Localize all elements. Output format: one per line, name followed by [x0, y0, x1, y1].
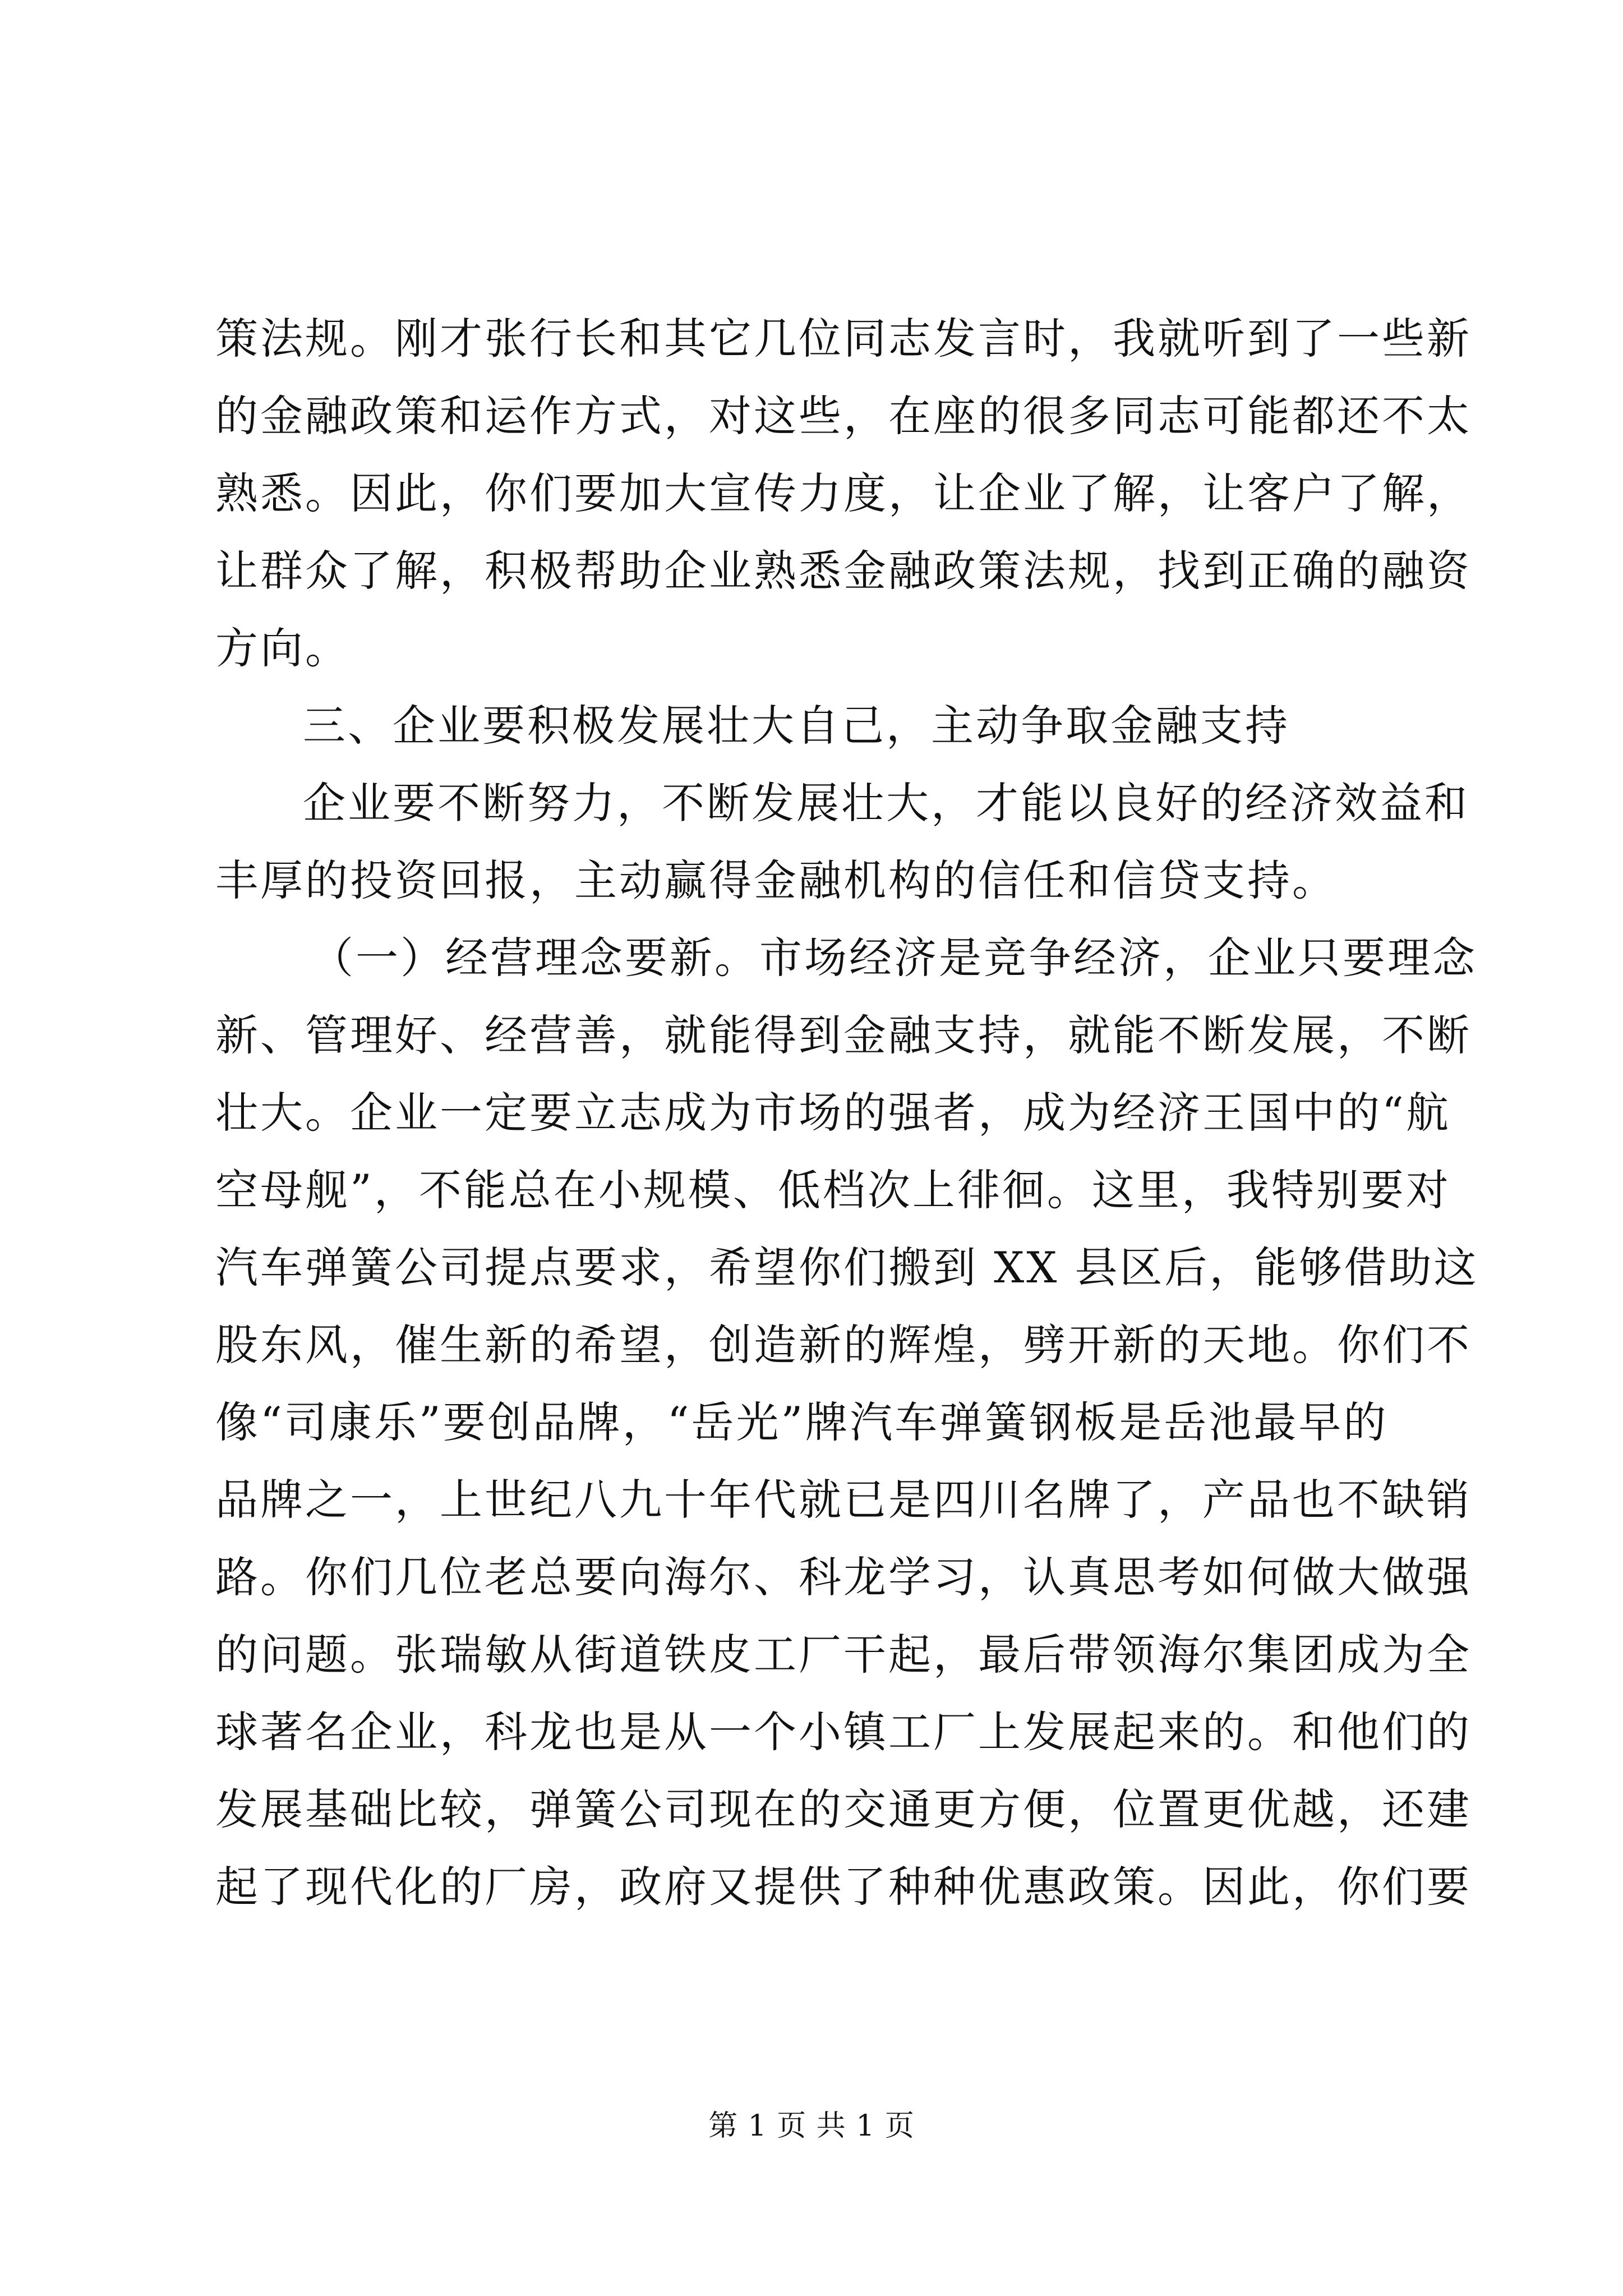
paragraph-line: 股东风，催生新的希望，创造新的辉煌，劈开新的天地。你们不: [215, 1320, 1472, 1370]
paragraph-line: 的金融政策和运作方式，对这些，在座的很多同志可能都还不太: [215, 391, 1472, 441]
paragraph-line: 球著名企业，科龙也是从一个小镇工厂上发展起来的。和他们的: [215, 1707, 1472, 1757]
page-number-label: 第 1 页 共 1 页: [708, 2109, 915, 2143]
paragraph-line: 丰厚的投资回报，主动赢得金融机构的信任和信贷支持。: [215, 855, 1337, 905]
paragraph-line: 发展基础比较，弹簧公司现在的交通更方便，位置更优越，还建: [215, 1784, 1472, 1834]
paragraph-line: 新、管理好、经营善，就能得到金融支持，就能不断发展，不断: [215, 1010, 1472, 1060]
paragraph-line: 企业要不断努力，不断发展壮大，才能以良好的经济效益和: [303, 778, 1469, 828]
paragraph-line: 方向。: [215, 623, 350, 673]
paragraph-line: 像“司康乐”要创品牌，“岳光”牌汽车弹簧钢板是岳池最早的: [215, 1397, 1389, 1447]
paragraph-line: 品牌之一，上世纪八九十年代就已是四川名牌了，产品也不缺销: [215, 1475, 1472, 1525]
section-heading: 三、企业要积极发展壮大自己，主动争取金融支持: [303, 701, 1290, 751]
paragraph-line: 起了现代化的厂房，政府又提供了种种优惠政策。因此，你们要: [215, 1862, 1472, 1912]
paragraph-line: 让群众了解，积极帮助企业熟悉金融政策法规，找到正确的融资: [215, 546, 1472, 596]
paragraph-line: 的问题。张瑞敏从街道铁皮工厂干起，最后带领海尔集团成为全: [215, 1630, 1472, 1680]
paragraph-line: 壮大。企业一定要立志成为市场的强者，成为经济王国中的“航: [215, 1088, 1451, 1138]
paragraph-line: 熟悉。因此，你们要加大宣传力度，让企业了解，让客户了解，: [215, 468, 1472, 518]
paragraph-line: 空母舰”，不能总在小规模、低档次上徘徊。这里，我特别要对: [215, 1165, 1451, 1215]
paragraph-line: 汽车弹簧公司提点要求，希望你们搬到 XX 县区后，能够借助这: [215, 1243, 1479, 1292]
paragraph-line: 策法规。刚才张行长和其它几位同志发言时，我就听到了一些新: [215, 314, 1472, 364]
document-body: [215, 300, 1479, 1926]
paragraph-line: 路。你们几位老总要向海尔、科龙学习，认真思考如何做大做强: [215, 1552, 1472, 1602]
subsection-heading-line: （一）经营理念要新。市场经济是竞争经济，企业只要理念: [311, 933, 1477, 983]
page-footer: [0, 2106, 1623, 2146]
